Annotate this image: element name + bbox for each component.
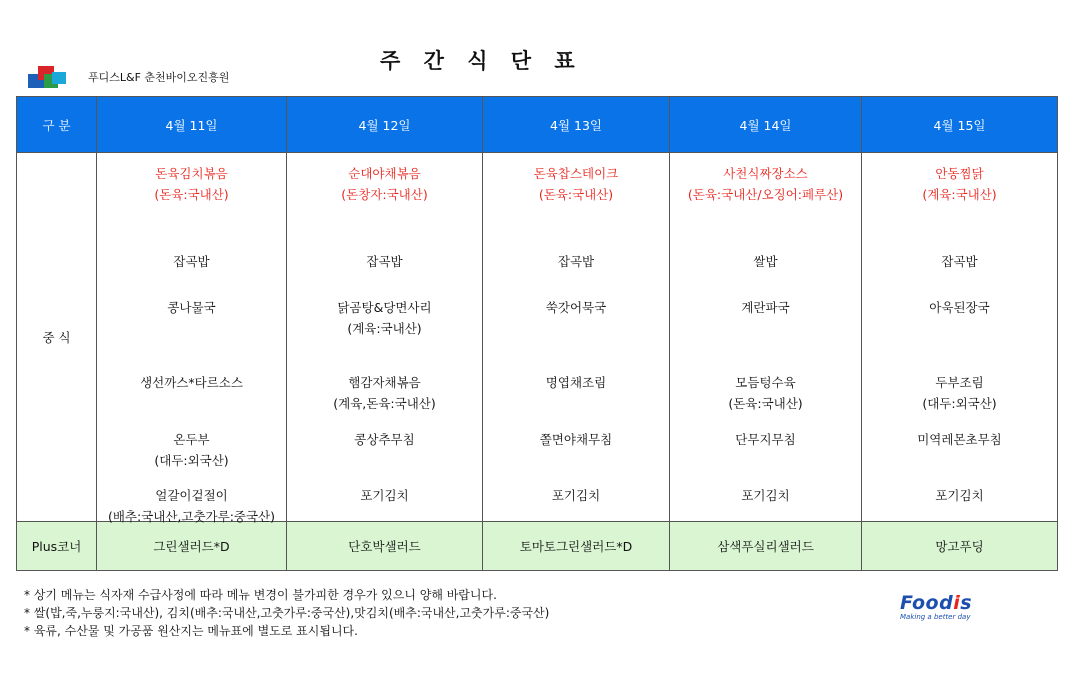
side-dish [670, 372, 861, 414]
side-dish-line: 온두부 [173, 432, 210, 447]
kimchi [287, 485, 482, 506]
side-dish-line: 명엽채조림 [545, 375, 607, 390]
rice [670, 251, 861, 272]
main-dish-line: 사천식짜장소스 [723, 166, 808, 181]
rice-line: 잡곡밥 [173, 254, 210, 269]
lunch-label: 중 식 [17, 153, 97, 522]
soup-line: (계육:국내산) [347, 321, 422, 336]
note-line: * 상기 메뉴는 식자재 수급사정에 따라 메뉴 변경이 불가피한 경우가 있으니 양해 바랍니다. [24, 588, 497, 602]
rice-line: 잡곡밥 [366, 254, 403, 269]
main-dish [862, 163, 1057, 205]
kimchi-line: 포기김치 [741, 488, 790, 503]
side-dish-line: 콩상추무침 [354, 432, 415, 447]
rice [862, 251, 1057, 272]
kimchi-line: 포기김치 [360, 488, 409, 503]
kimchi-line: 얼갈이겉절이 [155, 488, 228, 503]
plus-item: 망고푸딩 [862, 522, 1058, 571]
notes [24, 586, 549, 640]
plus-item: 토마토그린샐러드*D [483, 522, 670, 571]
side-dish [483, 429, 669, 450]
day-menu-cell [862, 153, 1058, 522]
day-menu-cell [670, 153, 862, 522]
menu-table [16, 96, 1058, 571]
main-dish-line: (돈창자:국내산) [341, 187, 428, 202]
side-dish-line: 쫄면야채무침 [539, 432, 613, 447]
soup-line: 닭곰탕&당면사리 [337, 300, 432, 315]
main-dish-line: 돈육김치볶음 [155, 166, 228, 181]
kimchi [483, 485, 669, 506]
side-dish-line: (돈육:국내산) [728, 396, 803, 411]
rice-line: 잡곡밥 [941, 254, 978, 269]
side-dish [862, 372, 1057, 414]
day-menu-cell [483, 153, 670, 522]
plus-row [17, 522, 1058, 571]
day-header: 4월 12일 [287, 97, 483, 153]
brand-logo [900, 592, 972, 621]
day-header: 4월 11일 [97, 97, 287, 153]
side-dish-line: (계육,돈육:국내산) [333, 396, 436, 411]
side-dish-line: 생선까스*타르소스 [140, 375, 243, 390]
side-dish-line: 단무지무침 [735, 432, 796, 447]
side-dish [97, 429, 286, 471]
day-header: 4월 14일 [670, 97, 862, 153]
kimchi [97, 485, 286, 527]
side-dish-line: 모듬텅수육 [735, 375, 796, 390]
page-title: 주 간 식 단 표 [380, 49, 583, 73]
main-dish-line: 돈육찹스테이크 [533, 166, 619, 181]
day-menu-cell [287, 153, 483, 522]
rice [287, 251, 482, 272]
kimchi-line: (배추:국내산,고춧가루:중국산) [107, 509, 276, 524]
soup-line: 쑥갓어묵국 [545, 300, 607, 315]
main-dish [483, 163, 669, 205]
side-dish [862, 429, 1057, 450]
side-dish-line: (대두:외국산) [154, 453, 229, 468]
soup [862, 297, 1057, 318]
kimchi-line: 포기김치 [935, 488, 984, 503]
side-dish-line: 햄감자채볶음 [348, 375, 421, 390]
rice-line: 잡곡밥 [557, 254, 595, 269]
side-dish [287, 372, 482, 414]
soup-line: 계란파국 [741, 300, 790, 315]
soup [670, 297, 861, 318]
main-dish-line: (돈육:국내산) [538, 187, 614, 202]
main-dish [97, 163, 286, 205]
company-logo [28, 66, 68, 90]
rice-line: 쌀밥 [753, 254, 778, 269]
kimchi [862, 485, 1057, 506]
day-header: 4월 15일 [862, 97, 1058, 153]
main-dish [287, 163, 482, 205]
kimchi [670, 485, 861, 506]
side-dish [97, 372, 286, 393]
category-header: 구 분 [17, 97, 97, 153]
soup-line: 아욱된장국 [929, 300, 990, 315]
company-name: 푸디스L&F 춘천바이오진흥원 [88, 71, 230, 84]
rice [483, 251, 669, 272]
main-dish-line: 안동찜닭 [935, 166, 984, 181]
side-dish [670, 429, 861, 450]
soup [287, 297, 482, 339]
plus-label: Plus코너 [17, 522, 97, 571]
day-header: 4월 13일 [483, 97, 670, 153]
plus-item: 삼색푸실리샐러드 [670, 522, 862, 571]
day-menu-cell [97, 153, 287, 522]
side-dish-line: 미역레몬초무침 [917, 432, 1002, 447]
rice [97, 251, 286, 272]
header-row [17, 97, 1058, 153]
brand-slogan: Making a better day [900, 613, 971, 621]
side-dish-line: (대두:외국산) [922, 396, 997, 411]
plus-item: 그린샐러드*D [97, 522, 287, 571]
soup [97, 297, 286, 318]
soup-line: 콩나물국 [167, 300, 216, 315]
kimchi-line: 포기김치 [551, 488, 601, 503]
main-dish-line: (돈육:국내산/오징어:페루산) [687, 187, 844, 202]
side-dish [287, 429, 482, 450]
main-dish-line: 순대야채볶음 [348, 166, 421, 181]
lunch-row [17, 153, 1058, 522]
brand-name: Foodis [900, 592, 973, 614]
note-line: * 육류, 수산물 및 가공품 원산지는 메뉴표에 별도로 표시됩니다. [24, 624, 358, 638]
plus-item: 단호박샐러드 [287, 522, 483, 571]
side-dish-line: 두부조림 [935, 375, 984, 390]
note-line: * 쌀(밥,죽,누룽지:국내산), 김치(배추:국내산,고춧가루:중국산),맛김치(배추:국내산,고춧가루:중국산) [24, 606, 550, 620]
main-dish [670, 163, 861, 205]
soup [483, 297, 669, 318]
side-dish [483, 372, 669, 393]
main-dish-line: (계육:국내산) [922, 187, 997, 202]
main-dish-line: (돈육:국내산) [154, 187, 229, 202]
